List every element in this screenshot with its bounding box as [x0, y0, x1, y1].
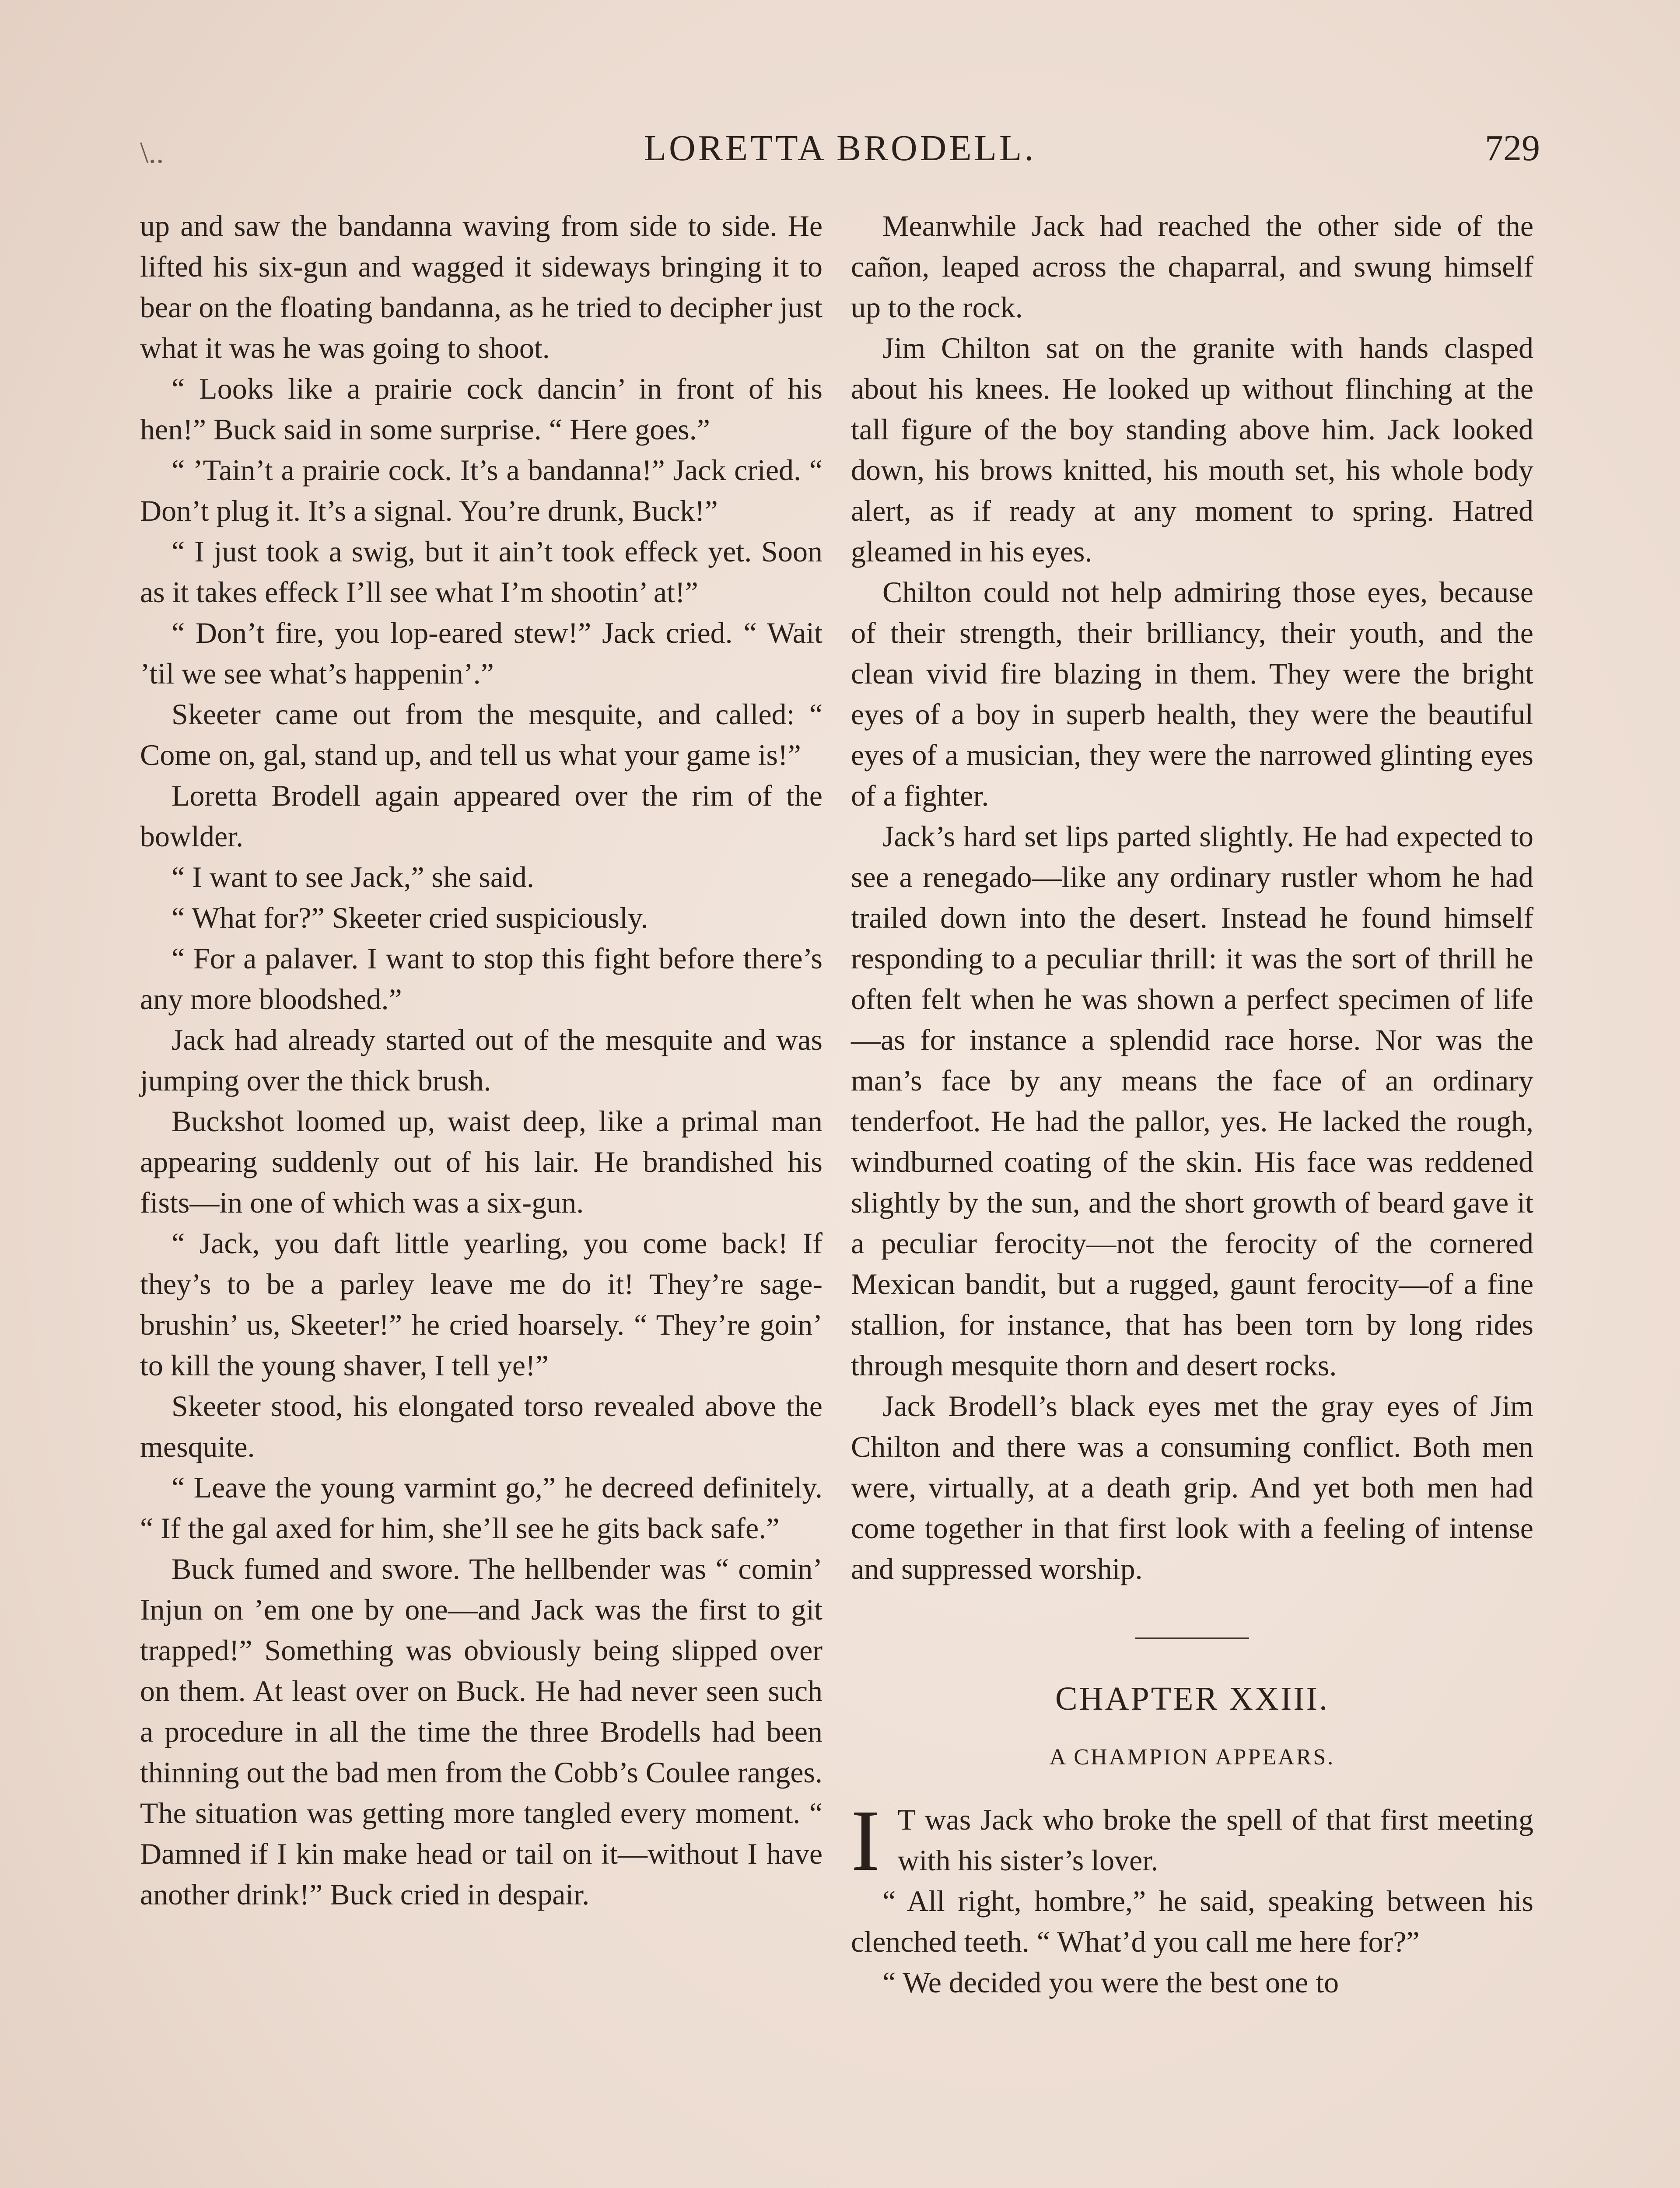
chapter-subtitle: A CHAMPION APPEARS.: [1049, 1745, 1335, 1770]
left-column: [140, 206, 822, 1915]
paragraph: “ We decided you were the best one to: [882, 1966, 1339, 1999]
paragraph: Chilton could not help admiring those eyes, because of their strength, their brilliancy, their youth, and the clean vivid fire blazing in them. They were the bright eyes of a boy in superb health, they were the beautiful eyes of a musician, they were the narrowed glinting eyes of a fighter.: [851, 575, 1533, 812]
running-title: LORETTA BRODELL.: [644, 128, 1036, 168]
paragraph: Meanwhile Jack had reached the other side of the cañon, leaped across the chaparral, and swung himself up to the rock.: [851, 209, 1533, 324]
page-number: 729: [1485, 128, 1540, 168]
chapter-opening-paragraph: [851, 1792, 1533, 1889]
page-header: [140, 127, 1540, 179]
paragraph: “ Leave the young varmint go,” he decreed definitely. “ If the gal axed for him, she’ll see he gits back safe.”: [140, 1471, 822, 1545]
paragraph: Jack’s hard set lips parted slightly. He had expected to see a renegado—like any ordinary rustler whom he had trailed down into the desert. Instead he found himself responding to a peculiar thrill: it was the sort of thrill he often felt when he was shown a perfect specimen of life—as for instance a splendid race horse. Nor was the man’s face by any means the face of an ordinary tenderfoot. He had the pallor, yes. He lacked the rough, windburned coating of the skin. His face was reddened slightly by the sun, and the short growth of beard gave it a peculiar ferocity—not the ferocity of the cornered Mexican bandit, but a rugged, gaunt ferocity—of a fine stallion, for instance, that has been torn by long rides through mesquite thorn and desert rocks.: [851, 820, 1533, 1382]
paragraph: Buck fumed and swore. The hellbender was “ comin’ Injun on ’em one by one—and Jack was the first to git trapped!” Something was obviously being slipped over on them. At least over on Buck. He had never seen such a procedure in all the time the three Brodells had been thinning out the bad men from the Cobb’s Coulee ranges. The situation was getting more tangled every moment. “ Damned if I kin make head or tail on it—without I have another drink!” Buck cried in despair.: [140, 1552, 822, 1911]
paragraph: “ Jack, you daft little yearling, you come back! If they’s to be a parley leave me do it! They’re sage-brushin’ us, Skeeter!” he cried hoarsely. “ They’re goin’ to kill the young shaver, I tell ye!”: [140, 1227, 822, 1382]
paragraph: Jack had already started out of the mesquite and was jumping over the thick brush.: [140, 1023, 822, 1097]
paragraph: Skeeter stood, his elongated torso revealed above the mesquite.: [140, 1389, 822, 1463]
paragraph: “ Don’t fire, you lop-eared stew!” Jack cried. “ Wait ’til we see what’s happenin’.”: [140, 616, 822, 690]
chapter-title: CHAPTER XXIII.: [1055, 1680, 1329, 1717]
drop-cap: I: [851, 1792, 880, 1889]
paragraph: “ All right, hombre,” he said, speaking between his clenched teeth. “ What’d you call me here for?”: [851, 1884, 1533, 1958]
paragraph: “ Looks like a prairie cock dancin’ in front of his hen!” Buck said in some surprise. “ Here goes.”: [140, 372, 822, 446]
paragraph: Loretta Brodell again appeared over the rim of the bowlder.: [140, 779, 822, 853]
paragraph: Jack Brodell’s black eyes met the gray eyes of Jim Chilton and there was a consuming conflict. Both men were, virtually, at a death grip. And yet both men had come together in that first look with a feeling of intense and suppressed worship.: [851, 1389, 1533, 1585]
paragraph: Buckshot loomed up, waist deep, like a primal man appearing suddenly out of his lair. He brandished his fists—in one of which was a six-gun.: [140, 1105, 822, 1219]
paragraph: Skeeter came out from the mesquite, and called: “ Come on, gal, stand up, and tell us what your game is!”: [140, 698, 822, 771]
right-column: [851, 206, 1533, 2003]
section-divider: [1135, 1637, 1249, 1639]
paragraph: “ I want to see Jack,” she said.: [172, 860, 534, 894]
margin-mark: \..: [140, 136, 164, 170]
paragraph: Jim Chilton sat on the granite with hands clasped about his knees. He looked up without flinching at the tall figure of the boy standing above him. Jack looked down, his brows knitted, his mouth set, his whole body alert, as if ready at any moment to spring. Hatred gleamed in his eyes.: [851, 331, 1533, 568]
opening-text: T was Jack who broke the spell of that first meeting with his sister’s lover.: [897, 1803, 1533, 1877]
paragraph: “ I just took a swig, but it ain’t took effeck yet. Soon as it takes effeck I’ll see what I’m shootin’ at!”: [140, 535, 822, 609]
paragraph: “ What for?” Skeeter cried suspiciously.: [172, 901, 648, 934]
paragraph: “ For a palaver. I want to stop this fight before there’s any more bloodshed.”: [140, 942, 822, 1016]
paragraph: up and saw the bandanna waving from side to side. He lifted his six-gun and wagged it sideways bringing it to bear on the floating bandanna, as he tried to decipher just what it was he was going to shoot.: [140, 209, 822, 365]
paragraph: “ ’Tain’t a prairie cock. It’s a bandanna!” Jack cried. “ Don’t plug it. It’s a signal. You’re drunk, Buck!”: [140, 453, 822, 527]
